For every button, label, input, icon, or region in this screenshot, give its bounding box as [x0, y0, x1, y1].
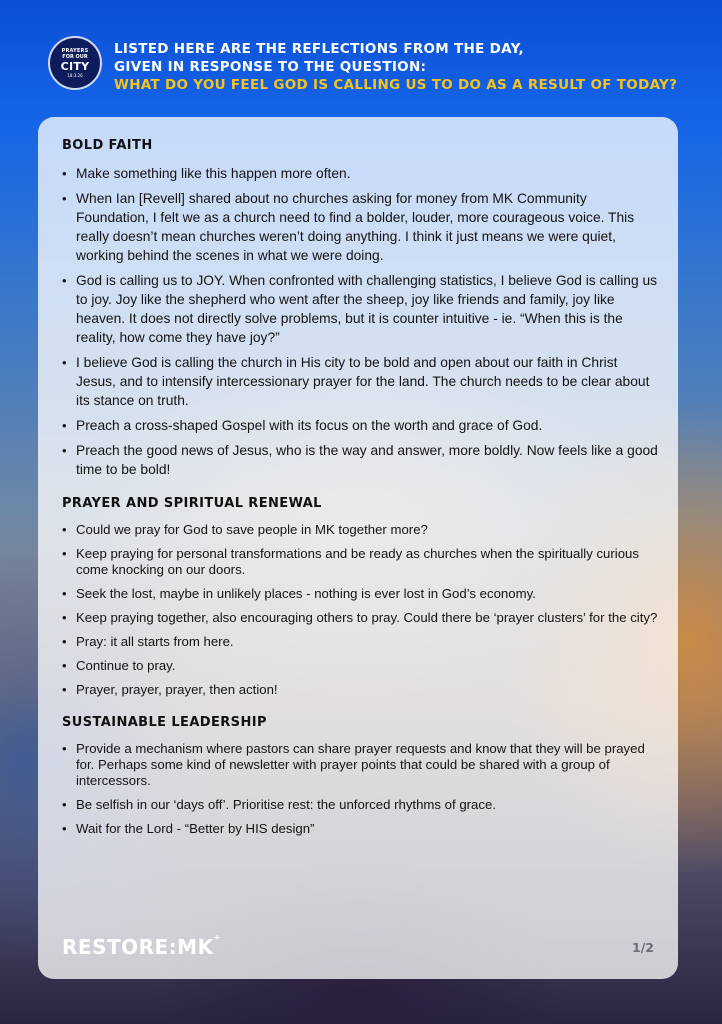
page-header	[48, 36, 688, 100]
list-item: • Pray: it all starts from here.	[62, 634, 660, 650]
header-text	[114, 40, 694, 94]
list-item: • Could we pray for God to save people in MK together more?	[62, 522, 660, 538]
list-item: • Prayer, prayer, prayer, then action!	[62, 682, 660, 698]
badge-line-1: PRAYERS	[61, 47, 89, 54]
bold-faith-list	[62, 164, 660, 479]
card-content	[62, 137, 660, 853]
header-line-2: GIVEN IN RESPONSE TO THE QUESTION:	[114, 59, 427, 75]
list-item: • Continue to pray.	[62, 658, 660, 674]
header-question: WHAT DO YOU FEEL GOD IS CALLING US TO DO AS A RESULT OF TODAY?	[114, 77, 678, 93]
reflections-card	[38, 117, 678, 979]
logo-text: RESTORE:MK	[62, 935, 214, 959]
sustainable-leadership-list	[62, 741, 660, 837]
restore-mk-logo	[62, 935, 221, 959]
list-item: • Provide a mechanism where pastors can share prayer requests and know that they will be prayed for. Perhaps some kind of newsletter with prayer points that could be shared with a group of intercessors.	[62, 741, 660, 789]
prayers-for-our-city-badge	[48, 36, 102, 90]
list-item: • Be selfish in our ‘days off’. Prioritise rest: the unforced rhythms of grace.	[62, 797, 660, 813]
prayer-renewal-list	[62, 522, 660, 698]
list-item: • Make something like this happen more often.	[62, 164, 660, 183]
list-item: • Wait for the Lord - “Better by HIS design”	[62, 821, 660, 837]
header-line-1: LISTED HERE ARE THE REFLECTIONS FROM THE DAY,	[114, 41, 524, 57]
list-item: • Seek the lost, maybe in unlikely places - nothing is ever lost in God’s economy.	[62, 586, 660, 602]
list-item: • Keep praying for personal transformations and be ready as churches when the spiritually curious come knocking on our doors.	[62, 546, 660, 578]
logo-cross-mark: +	[213, 933, 221, 942]
list-item: • Preach a cross-shaped Gospel with its focus on the worth and grace of God.	[62, 416, 660, 435]
list-item: • Preach the good news of Jesus, who is the way and answer, more boldly. Now feels like a good time to be bold!	[62, 441, 660, 479]
badge-line-3: CITY	[60, 59, 90, 73]
list-item: • When Ian [Revell] shared about no churches asking for money from MK Community Foundation, I felt we as a church need to find a bolder, louder, more courageous voice. This really doesn’t mean churches weren’t doing anything. I think it just means we were quiet, working behind the scenes in what we were doing.	[62, 189, 660, 265]
list-item: • Keep praying together, also encouraging others to pray. Could there be ‘prayer clusters’ for the city?	[62, 610, 660, 626]
section-title-prayer-renewal: PRAYER AND SPIRITUAL RENEWAL	[62, 496, 322, 511]
list-item: • God is calling us to JOY. When confronted with challenging statistics, I believe God is calling us to joy. Joy like the shepherd who went after the sheep, joy like friends and family, joy like heaven. It does not directly solve problems, but it is counter intuitive - ie. “When this is the reality, how come they have joy?”	[62, 271, 660, 347]
section-title-sustainable-leadership: SUSTAINABLE LEADERSHIP	[62, 715, 267, 730]
list-item: • I believe God is calling the church in His city to be bold and open about our faith in Christ Jesus, and to intensify intercessionary prayer for the land. The church needs to be clear about its stance on truth.	[62, 353, 660, 410]
section-title-bold-faith: BOLD FAITH	[62, 138, 153, 153]
badge-line-2: FOR OUR	[62, 53, 88, 60]
page-number: 1/2	[632, 940, 654, 955]
badge-date: 18.3.26	[67, 72, 83, 78]
